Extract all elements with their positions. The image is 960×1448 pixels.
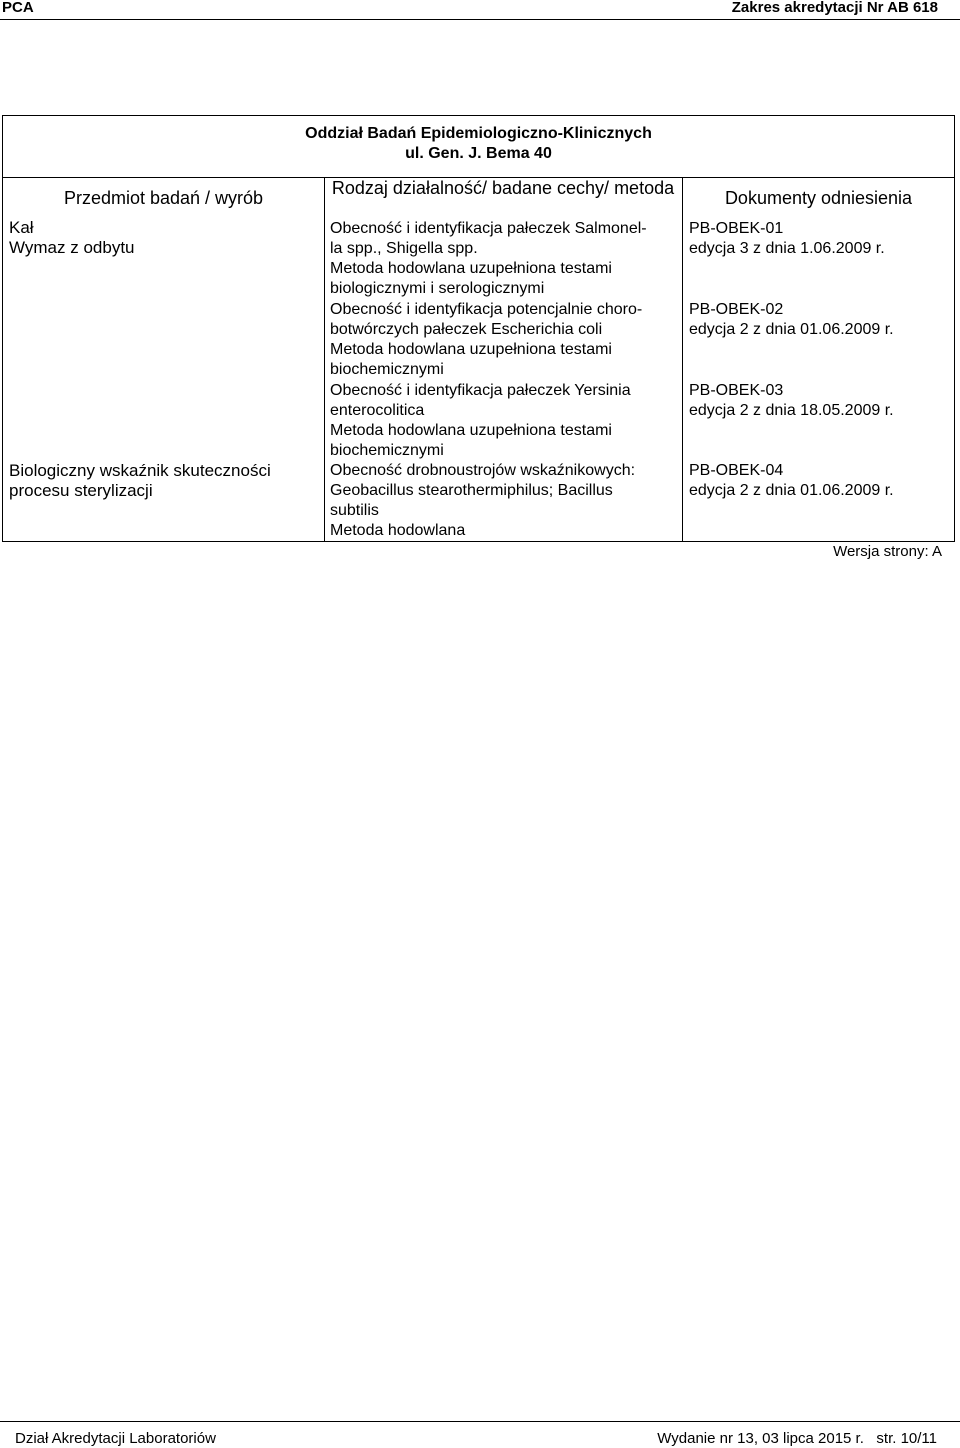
section-address: ul. Gen. J. Bema 40 [405, 145, 552, 162]
section-name: Oddział Badań Epidemiologiczno-Klinicznych [305, 125, 652, 142]
column-divider [324, 178, 325, 541]
page-version: Wersja strony: A [833, 543, 942, 560]
footer-right: Wydanie nr 13, 03 lipca 2015 r. str. 10/11 [657, 1430, 937, 1447]
header-left: PCA [2, 0, 34, 16]
doc-4: PB-OBEK-04 edycja 2 z dnia 01.06.2009 r. [689, 462, 894, 499]
method-3: Obecność i identyfikacja pałeczek Yersinia enterocolitica Metoda hodowlana uzupełniona testami biochemicznymi [330, 382, 631, 459]
column-header-docs: Dokumenty odniesienia [724, 188, 913, 208]
doc-2: PB-OBEK-02 edycja 2 z dnia 01.06.2009 r. [689, 301, 894, 338]
header-right: Zakres akredytacji Nr AB 618 [731, 0, 938, 16]
section-title [3, 124, 954, 164]
column-divider [682, 178, 683, 541]
doc-1: PB-OBEK-01 edycja 3 z dnia 1.06.2009 r. [689, 220, 885, 257]
subject-1: Kał Wymaz z odbytu [9, 218, 135, 257]
column-header-method: Rodzaj działalność/ badane cechy/ metoda [331, 178, 675, 198]
scope-table [2, 115, 955, 542]
method-4: Obecność drobnoustrojów wskaźnikowych: Geobacillus stearothermiphilus; Bacillus subtilis Metoda hodowlana [330, 462, 636, 539]
method-1: Obecność i identyfikacja pałeczek Salmonel- la spp., Shigella spp. Metoda hodowlana uzupełniona testami biologicznymi i serologicznymi [330, 220, 647, 297]
doc-3: PB-OBEK-03 edycja 2 z dnia 18.05.2009 r. [689, 382, 894, 419]
footer-left: Dział Akredytacji Laboratoriów [15, 1430, 216, 1447]
subject-2: Biologiczny wskaźnik skuteczności procesu sterylizacji [9, 461, 271, 500]
page-footer [0, 1421, 960, 1448]
page-header [0, 0, 960, 20]
method-2: Obecność i identyfikacja potencjalnie choro- botwórczych pałeczek Escherichia coli Metoda hodowlana uzupełniona testami biochemicznymi [330, 301, 643, 378]
column-header-subject: Przedmiot badań / wyrób [63, 188, 264, 208]
